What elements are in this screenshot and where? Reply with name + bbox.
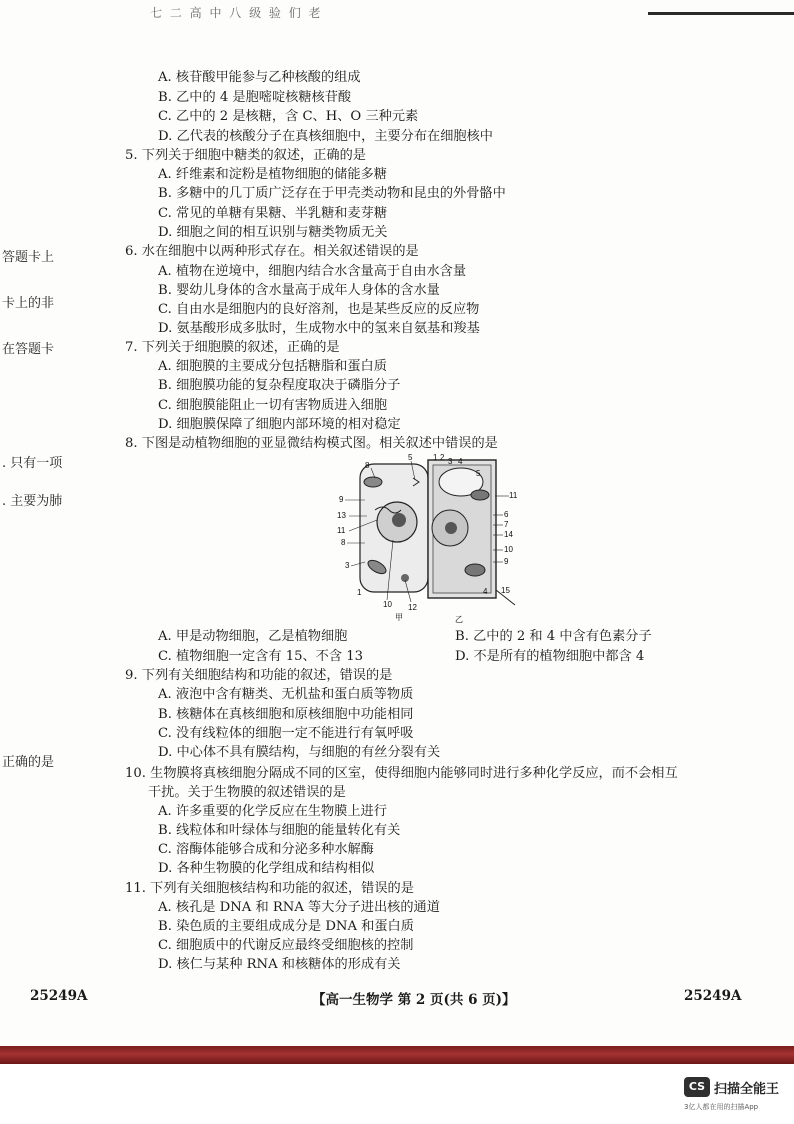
footer-page-info: 【高一生物学 第 2 页(共 6 页)】 xyxy=(312,992,516,1008)
q4-option-b: B. 乙中的 4 是胞嘧啶核糖核苷酸 xyxy=(158,90,352,105)
q8-option-d: D. 不是所有的植物细胞中都含 4 xyxy=(455,649,645,664)
q7-option-b: B. 细胞膜功能的复杂程度取决于磷脂分子 xyxy=(158,378,401,393)
plant-nucleolus xyxy=(445,522,457,534)
q6-stem: 6. 水在细胞中以两种形式存在。相关叙述错误的是 xyxy=(125,244,419,259)
num-r2: 2 xyxy=(440,453,445,462)
margin-fragment-4: . 只有一项 xyxy=(2,456,63,471)
q5-option-c: C. 常见的单糖有果糖、半乳糖和麦芽糖 xyxy=(158,206,388,221)
num-8: 8 xyxy=(365,461,370,470)
q9-option-b: B. 核糖体在真核细胞和原核细胞中功能相同 xyxy=(158,707,414,722)
scan-edge-band xyxy=(0,1046,794,1064)
scan-bottom-area xyxy=(0,1064,794,1124)
num-r15: 15 xyxy=(501,586,510,595)
cell-structure-figure xyxy=(335,450,520,625)
q7-option-d: D. 细胞膜保障了细胞内部环境的相对稳定 xyxy=(158,417,401,432)
q6-option-c: C. 自由水是细胞内的良好溶剂，也是某些反应的反应物 xyxy=(158,302,480,317)
num-1: 1 xyxy=(357,588,362,597)
num-r7: 7 xyxy=(504,520,509,529)
num-r5: 5 xyxy=(476,469,481,478)
q4-option-c: C. 乙中的 2 是核糖，含 C、H、O 三种元素 xyxy=(158,109,419,124)
q10-stem: 10. 生物膜将真核细胞分隔成不同的区室，使得细胞内能够同时进行多种化学反应，而不会相互 xyxy=(125,766,678,781)
q7-stem: 7. 下列关于细胞膜的叙述，正确的是 xyxy=(125,340,340,355)
top-rule xyxy=(648,12,794,15)
margin-fragment-1: 答题卡上 xyxy=(2,250,55,265)
camscanner-name: 扫描全能王 xyxy=(714,1082,780,1097)
q11-option-c: C. 细胞质中的代谢反应最终受细胞核的控制 xyxy=(158,938,414,953)
q4-option-a: A. 核苷酸甲能参与乙种核酸的组成 xyxy=(158,70,361,85)
camscanner-logo-icon: CS xyxy=(684,1077,710,1097)
q11-option-a: A. 核孔是 DNA 和 RNA 等大分子进出核的通道 xyxy=(158,900,440,915)
q11-stem: 11. 下列有关细胞核结构和功能的叙述，错误的是 xyxy=(125,881,414,896)
q6-option-b: B. 婴幼儿身体的含水量高于成年人身体的含水量 xyxy=(158,283,440,298)
q9-option-c: C. 没有线粒体的细胞一定不能进行有氧呼吸 xyxy=(158,726,414,741)
num-r9: 9 xyxy=(504,557,509,566)
plant-chloroplast xyxy=(471,490,489,500)
q5-option-a: A. 纤维素和淀粉是植物细胞的储能多糖 xyxy=(158,167,387,182)
num-r11: 11 xyxy=(509,491,518,500)
plant-chloroplast-2 xyxy=(465,564,485,576)
q5-option-d: D. 细胞之间的相互识别与糖类物质无关 xyxy=(158,225,388,240)
num-8b: 8 xyxy=(341,538,346,547)
label-yi: 乙 xyxy=(455,615,463,624)
q11-option-b: B. 染色质的主要组成成分是 DNA 和蛋白质 xyxy=(158,919,414,934)
q9-option-a: A. 液泡中含有糖类、无机盐和蛋白质等物质 xyxy=(158,687,414,702)
num-12: 12 xyxy=(408,603,417,612)
q10-option-a: A. 许多重要的化学反应在生物膜上进行 xyxy=(158,804,387,819)
num-3: 3 xyxy=(345,561,350,570)
num-r3: 3 xyxy=(448,457,453,466)
q9-option-d: D. 中心体不具有膜结构，与细胞的有丝分裂有关 xyxy=(158,745,441,760)
q10-option-c: C. 溶酶体能够合成和分泌多种水解酶 xyxy=(158,842,374,857)
q8-option-b: B. 乙中的 2 和 4 中含有色素分子 xyxy=(455,629,652,644)
num-r14: 14 xyxy=(504,530,513,539)
q9-stem: 9. 下列有关细胞结构和功能的叙述，错误的是 xyxy=(125,668,393,683)
margin-fragment-6: 正确的是 xyxy=(2,755,55,770)
q7-option-a: A. 细胞膜的主要成分包括糖脂和蛋白质 xyxy=(158,359,387,374)
num-5: 5 xyxy=(408,453,413,462)
q10-option-d: D. 各种生物膜的化学组成和结构相似 xyxy=(158,861,375,876)
num-13: 13 xyxy=(337,511,346,520)
q8-stem: 8. 下图是动植物细胞的亚显微结构模式图。相关叙述中错误的是 xyxy=(125,436,498,451)
animal-mitochondrion xyxy=(364,477,382,487)
q8-option-c: C. 植物细胞一定含有 15、不含 13 xyxy=(158,649,364,664)
q10-option-b: B. 线粒体和叶绿体与细胞的能量转化有关 xyxy=(158,823,401,838)
num-11: 11 xyxy=(337,526,346,535)
margin-fragment-5: . 主要为肺 xyxy=(2,494,63,509)
animal-nucleolus xyxy=(392,513,406,527)
q10-stem-cont: 干扰。关于生物膜的叙述错误的是 xyxy=(148,785,346,800)
num-r4: 4 xyxy=(458,457,463,466)
q6-option-d: D. 氨基酸形成多肽时，生成物水中的氢来自氨基和羧基 xyxy=(158,321,480,336)
footer-left-code: 25249A xyxy=(30,988,88,1004)
q7-option-c: C. 细胞膜能阻止一切有害物质进入细胞 xyxy=(158,398,388,413)
num-9: 9 xyxy=(339,495,344,504)
num-10: 10 xyxy=(383,600,392,609)
top-cut-text: 七 二 高 中 八 级 验 们 老 xyxy=(150,6,323,20)
q8-option-a: A. 甲是动物细胞，乙是植物细胞 xyxy=(158,629,348,644)
q5-stem: 5. 下列关于细胞中糖类的叙述，正确的是 xyxy=(125,148,366,163)
margin-fragment-2: 卡上的非 xyxy=(2,296,55,311)
q5-option-b: B. 多糖中的几丁质广泛存在于甲壳类动物和昆虫的外骨骼中 xyxy=(158,186,506,201)
q11-option-d: D. 核仁与某种 RNA 和核糖体的形成有关 xyxy=(158,957,401,972)
num-r1: 1 xyxy=(433,453,438,462)
camscanner-tagline: 3亿人都在用的扫描App xyxy=(684,1103,759,1111)
footer-right-code: 25249A xyxy=(684,988,742,1004)
q6-option-a: A. 植物在逆境中，细胞内结合水含量高于自由水含量 xyxy=(158,264,467,279)
num-r10: 10 xyxy=(504,545,513,554)
label-jia: 甲 xyxy=(395,613,403,622)
q4-option-d: D. 乙代表的核酸分子在真核细胞中，主要分布在细胞核中 xyxy=(158,129,493,144)
margin-fragment-3: 在答题卡 xyxy=(2,342,55,357)
num-r4b: 4 xyxy=(483,587,488,596)
num-r6: 6 xyxy=(504,510,509,519)
